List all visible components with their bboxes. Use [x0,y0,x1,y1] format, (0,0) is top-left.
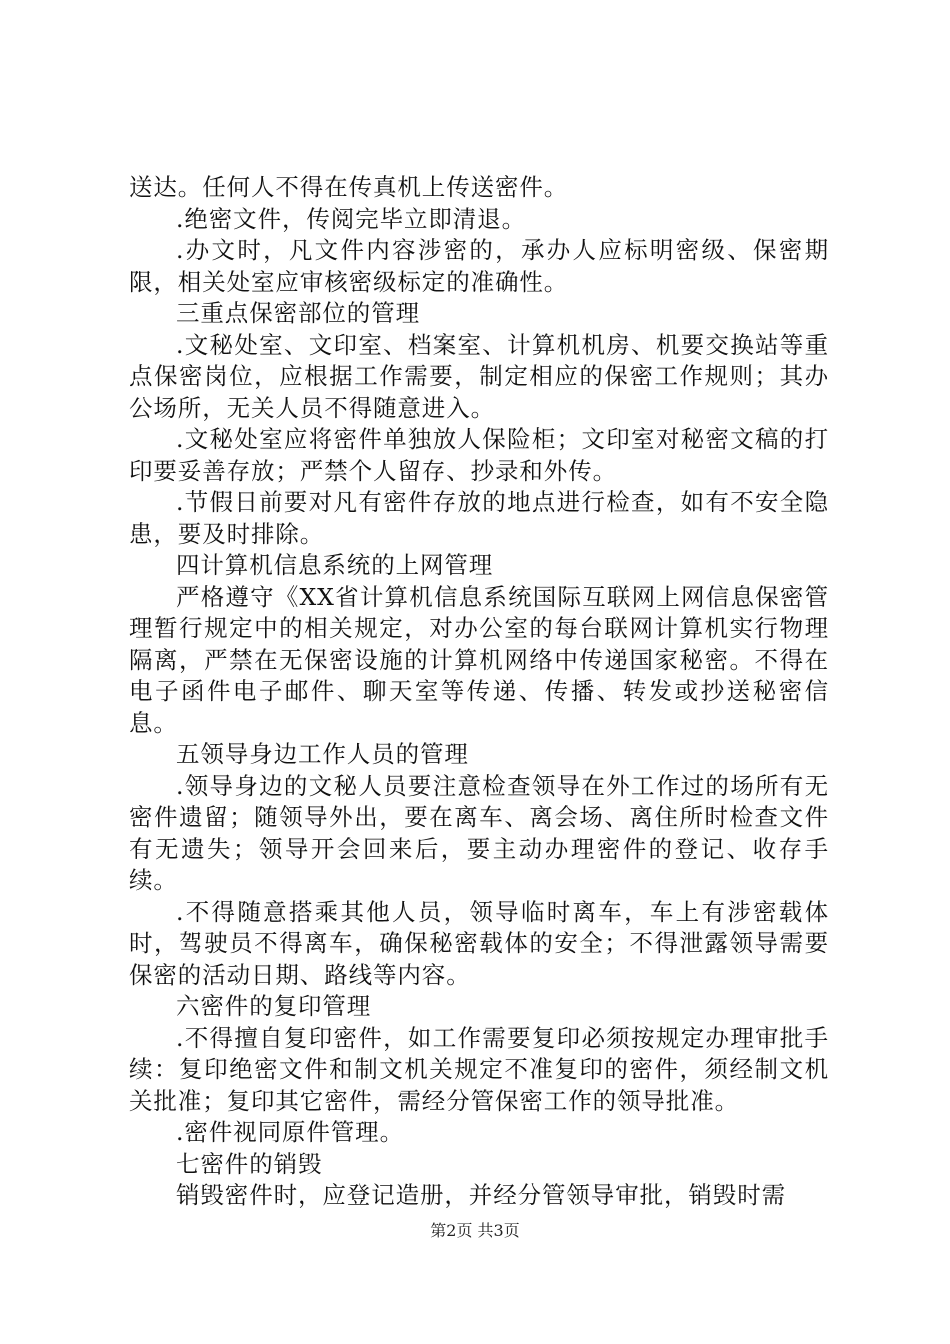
paragraph-7: .节假日前要对凡有密件存放的地点进行检查，如有不安全隐患，要及时排除。 [129,488,829,548]
paragraph-12: .不得随意搭乘其他人员，领导临时离车，车上有涉密载体时，驾驶员不得离车，确保秘密载体的安全；不得泄露领导需要保密的活动日期、路线等内容。 [129,897,829,989]
document-body [129,172,829,1212]
paragraph-3: .办文时，凡文件内容涉密的，承办人应标明密级、保密期限，相关处室应审核密级标定的准确性。 [129,236,829,296]
section-heading-3: 三重点保密部位的管理 [176,299,420,327]
paragraph-5: .文秘处室、文印室、档案室、计算机机房、机要交换站等重点保密岗位，应根据工作需要，制定相应的保密工作规则；其办公场所，无关人员不得随意进入。 [129,330,829,422]
paragraph-15: .密件视同原件管理。 [176,1118,404,1146]
paragraph-6: .文秘处室应将密件单独放人保险柜；文印室对秘密文稿的打印要妥善存放；严禁个人留存、抄录和外传。 [129,425,829,485]
paragraph-2: .绝密文件，传阅完毕立即清退。 [176,204,526,233]
paragraph-11: .领导身边的文秘人员要注意检查领导在外工作过的场所有无密件遗留；随领导外出，要在离车、离会场、离住所时检查文件有无遗失；领导开会回来后，要主动办理密件的登记、收存手续。 [129,771,829,894]
section-heading-5: 五领导身边工作人员的管理 [176,740,469,768]
page-footer: 第2页 共3页 [430,1221,520,1240]
section-heading-4: 四计算机信息系统的上网管理 [176,551,494,579]
section-heading-7: 七密件的销毁 [176,1149,323,1178]
paragraph-1: 送达。任何人不得在传真机上传送密件。 [129,173,569,201]
paragraph-9: 严格遵守《XX省计算机信息系统国际互联网上网信息保密管理暂行规定中的相关规定，对办公室的每台联网计算机实行物理隔离，严禁在无保密设施的计算机网络中传递国家秘密。不得在电子函件电子邮件、聊天室等传递、传播、转发或抄送秘密信息。 [129,582,829,737]
paragraph-17: 销毁密件时，应登记造册，并经分管领导审批，销毁时需 [176,1181,786,1209]
section-heading-6: 六密件的复印管理 [176,992,372,1020]
paragraph-14: .不得擅自复印密件，如工作需要复印必须按规定办理审批手续：复印绝密文件和制文机关规定不准复印的密件，须经制文机关批准；复印其它密件，需经分管保密工作的领导批准。 [129,1023,829,1115]
